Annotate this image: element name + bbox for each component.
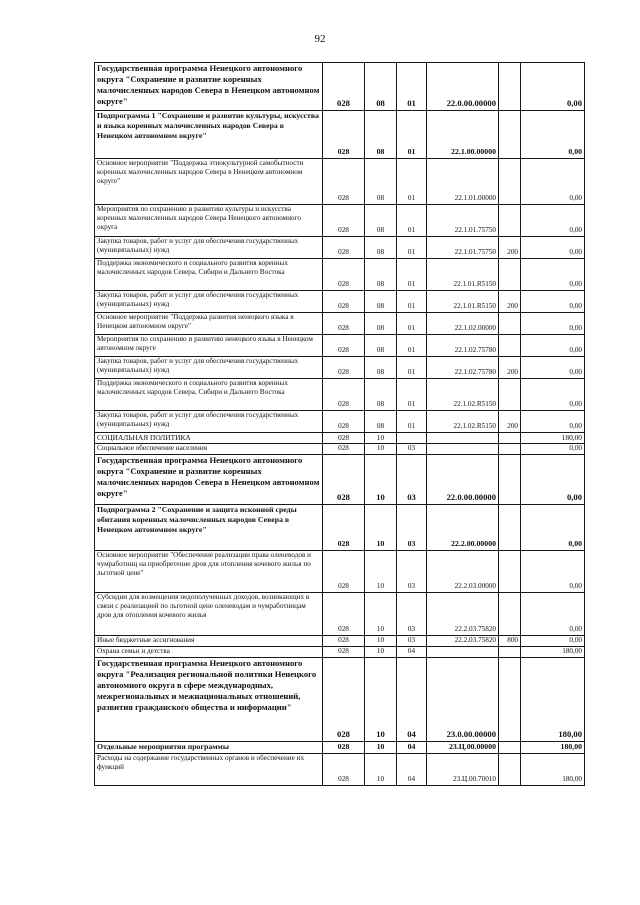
row-section: 08 [365,313,397,335]
row-main-admin: 028 [323,159,365,205]
table-row [95,259,585,291]
row-section: 08 [365,379,397,411]
row-target-code: 22.1.01.75750 [427,237,499,259]
row-expense-type [499,593,521,636]
row-name: Государственная программа Ненецкого автономного округа "Сохранение и развитие коренных малочисленных народов Севера в Ненецком автономном округе" [95,63,323,111]
row-main-admin: 028 [323,647,365,658]
row-main-admin: 028 [323,444,365,455]
row-main-admin: 028 [323,754,365,786]
row-main-admin: 028 [323,205,365,237]
row-main-admin: 028 [323,411,365,433]
row-section: 08 [365,357,397,379]
table-row [95,205,585,237]
row-target-code: 22.1.00.00000 [427,111,499,159]
row-sum: 180,00 [521,647,585,658]
row-main-admin: 028 [323,111,365,159]
row-section: 08 [365,411,397,433]
row-subsection: 01 [397,411,427,433]
row-subsection: 01 [397,291,427,313]
row-sum: 0,00 [521,111,585,159]
row-section: 10 [365,647,397,658]
row-main-admin: 028 [323,357,365,379]
row-main-admin: 028 [323,335,365,357]
row-name: Иные бюджетные ассигнования [95,636,323,647]
row-target-code: 22.1.02.00000 [427,313,499,335]
row-sum: 0,00 [521,205,585,237]
row-name: Поддержка экономического и социального развития коренных малочисленных народов Севера, Сибири и Дальнего Востока [95,259,323,291]
row-section: 08 [365,259,397,291]
row-section: 08 [365,63,397,111]
table-row [95,551,585,593]
table-row [95,742,585,754]
row-subsection: 04 [397,742,427,754]
row-name: Субсидии для возмещения недополученных доходов, возникающих в связи с реализацией по льготной цене оленеводам и чумработницам дров для отопления кочевого жилья [95,593,323,636]
row-expense-type [499,159,521,205]
row-name: Подпрограмма 2 "Сохранение и защита исконной среды обитания коренных малочисленных народов Севера в Ненецком автономном округе" [95,505,323,551]
row-main-admin: 028 [323,291,365,313]
table-row [95,658,585,742]
table-row [95,754,585,786]
table-row [95,411,585,433]
row-sum: 0,00 [521,379,585,411]
row-sum: 0,00 [521,313,585,335]
row-section: 10 [365,754,397,786]
row-main-admin: 028 [323,636,365,647]
row-subsection: 01 [397,357,427,379]
table-row [95,357,585,379]
row-target-code: 22.2.03.75820 [427,593,499,636]
row-target-code: 23.Ц.00.70010 [427,754,499,786]
row-subsection: 01 [397,237,427,259]
row-expense-type [499,647,521,658]
row-expense-type: 800 [499,636,521,647]
row-target-code: 22.2.00.00000 [427,505,499,551]
row-name: Мероприятия по сохранению и развитию ненецкого языка в Ненецком автономном округе [95,335,323,357]
row-main-admin: 028 [323,379,365,411]
row-section: 10 [365,658,397,742]
row-subsection: 03 [397,551,427,593]
table-row [95,313,585,335]
row-expense-type [499,313,521,335]
row-sum: 0,00 [521,411,585,433]
row-name: Социальное обеспечение населения [95,444,323,455]
row-subsection: 04 [397,754,427,786]
row-target-code: 22.1.01.R5150 [427,259,499,291]
row-sum: 0,00 [521,159,585,205]
row-sum: 180,00 [521,742,585,754]
row-subsection [397,433,427,444]
row-expense-type [499,205,521,237]
row-section: 10 [365,742,397,754]
row-sum: 0,00 [521,259,585,291]
row-target-code: 22.1.02.75780 [427,357,499,379]
row-sum: 0,00 [521,551,585,593]
row-name: Поддержка экономического и социального развития коренных малочисленных народов Севера, Сибири и Дальнего Востока [95,379,323,411]
row-name: Основное мероприятие "Поддержка этнокультурной самобытности коренных малочисленных народов Севера в Ненецком автономном округе" [95,159,323,205]
row-section: 10 [365,433,397,444]
row-name: Подпрограмма 1 "Сохранение и развитие культуры, искусства и языка коренных малочисленных народов Севера в Ненецком автономном округе" [95,111,323,159]
row-sum: 0,00 [521,593,585,636]
row-name: Основное мероприятие "Обеспечение реализации права оленеводов и чумработниц на приобретение дров для отопления кочевого жилья по льготной цене" [95,551,323,593]
row-name: Охрана семьи и детства [95,647,323,658]
row-name: Основное мероприятие "Поддержка развития ненецкого языка в Ненецком автономном округе" [95,313,323,335]
row-expense-type [499,444,521,455]
row-target-code: 22.1.01.R5150 [427,291,499,313]
table-row [95,636,585,647]
row-expense-type [499,551,521,593]
row-subsection: 01 [397,335,427,357]
row-section: 10 [365,505,397,551]
row-expense-type [499,658,521,742]
row-expense-type: 200 [499,357,521,379]
row-name: Государственная программа Ненецкого автономного округа "Реализация региональной политики Ненецкого автономного округа в сфере международных, межрегиональных и межнациональных отношений, развития гражданского общества и информации" [95,658,323,742]
row-target-code: 22.0.00.00000 [427,63,499,111]
row-sum: 0,00 [521,63,585,111]
row-target-code: 23.Ц.00.00000 [427,742,499,754]
row-subsection: 01 [397,259,427,291]
row-target-code: 22.1.02.R5150 [427,379,499,411]
row-sum: 0,00 [521,291,585,313]
row-name: Расходы на содержание государственных органов и обеспечение их функций [95,754,323,786]
row-target-code [427,647,499,658]
row-target-code: 22.0.00.00000 [427,455,499,505]
row-sum: 180,00 [521,433,585,444]
row-name: Закупка товаров, работ и услуг для обеспечения государственных (муниципальных) нужд [95,291,323,313]
row-subsection: 04 [397,647,427,658]
row-target-code [427,433,499,444]
table-row [95,63,585,111]
row-section: 08 [365,205,397,237]
page-number: 92 [314,33,326,45]
row-main-admin: 028 [323,742,365,754]
row-name: Закупка товаров, работ и услуг для обеспечения государственных (муниципальных) нужд [95,357,323,379]
row-subsection: 01 [397,313,427,335]
row-name: Отдельные мероприятия программы [95,742,323,754]
table-row [95,159,585,205]
row-section: 08 [365,111,397,159]
budget-table [94,62,585,786]
row-subsection: 03 [397,444,427,455]
row-name: Мероприятия по сохранению и развитию культуры и искусства коренных малочисленных народов Севера Ненецкого автономного округа [95,205,323,237]
row-main-admin: 028 [323,237,365,259]
row-expense-type [499,455,521,505]
row-expense-type [499,754,521,786]
row-target-code: 22.1.01.75750 [427,205,499,237]
row-sum: 0,00 [521,444,585,455]
row-subsection: 01 [397,63,427,111]
row-subsection: 04 [397,658,427,742]
row-sum: 180,00 [521,658,585,742]
table-row [95,505,585,551]
row-section: 08 [365,159,397,205]
row-main-admin: 028 [323,63,365,111]
row-subsection: 03 [397,455,427,505]
row-main-admin: 028 [323,505,365,551]
row-subsection: 01 [397,205,427,237]
row-main-admin: 028 [323,593,365,636]
row-section: 08 [365,335,397,357]
row-section: 10 [365,551,397,593]
row-subsection: 01 [397,159,427,205]
table-row [95,379,585,411]
table-row [95,647,585,658]
row-expense-type [499,111,521,159]
row-main-admin: 028 [323,433,365,444]
row-subsection: 03 [397,636,427,647]
row-sum: 0,00 [521,505,585,551]
row-expense-type [499,742,521,754]
row-expense-type [499,63,521,111]
row-expense-type [499,379,521,411]
row-section: 10 [365,636,397,647]
row-name: Закупка товаров, работ и услуг для обеспечения государственных (муниципальных) нужд [95,411,323,433]
row-expense-type [499,259,521,291]
row-sum: 0,00 [521,455,585,505]
table-row [95,291,585,313]
row-section: 08 [365,237,397,259]
table-row [95,444,585,455]
row-sum: 0,00 [521,357,585,379]
table-row [95,111,585,159]
row-subsection: 03 [397,593,427,636]
row-subsection: 03 [397,505,427,551]
row-target-code: 22.1.02.R5150 [427,411,499,433]
row-name: Закупка товаров, работ и услуг для обеспечения государственных (муниципальных) нужд [95,237,323,259]
row-expense-type: 200 [499,237,521,259]
row-section: 10 [365,455,397,505]
row-main-admin: 028 [323,455,365,505]
table-row [95,455,585,505]
table-row [95,593,585,636]
table-row [95,335,585,357]
row-expense-type [499,505,521,551]
row-name: СОЦИАЛЬНАЯ ПОЛИТИКА [95,433,323,444]
row-target-code: 22.1.01.00000 [427,159,499,205]
row-target-code: 23.0.00.00000 [427,658,499,742]
row-expense-type: 200 [499,411,521,433]
row-section: 08 [365,291,397,313]
row-main-admin: 028 [323,551,365,593]
row-target-code: 22.2.03.00000 [427,551,499,593]
row-main-admin: 028 [323,658,365,742]
row-main-admin: 028 [323,313,365,335]
row-target-code: 22.2.03.75820 [427,636,499,647]
row-name: Государственная программа Ненецкого автономного округа "Сохранение и развитие коренных малочисленных народов Севера в Ненецком автономном округе" [95,455,323,505]
table-row [95,237,585,259]
row-main-admin: 028 [323,259,365,291]
table-row [95,433,585,444]
row-sum: 0,00 [521,636,585,647]
row-expense-type [499,335,521,357]
row-section: 10 [365,444,397,455]
row-sum: 0,00 [521,335,585,357]
row-target-code [427,444,499,455]
row-sum: 180,00 [521,754,585,786]
row-section: 10 [365,593,397,636]
row-expense-type: 200 [499,291,521,313]
row-target-code: 22.1.02.75780 [427,335,499,357]
row-subsection: 01 [397,111,427,159]
row-sum: 0,00 [521,237,585,259]
row-subsection: 01 [397,379,427,411]
row-expense-type [499,433,521,444]
